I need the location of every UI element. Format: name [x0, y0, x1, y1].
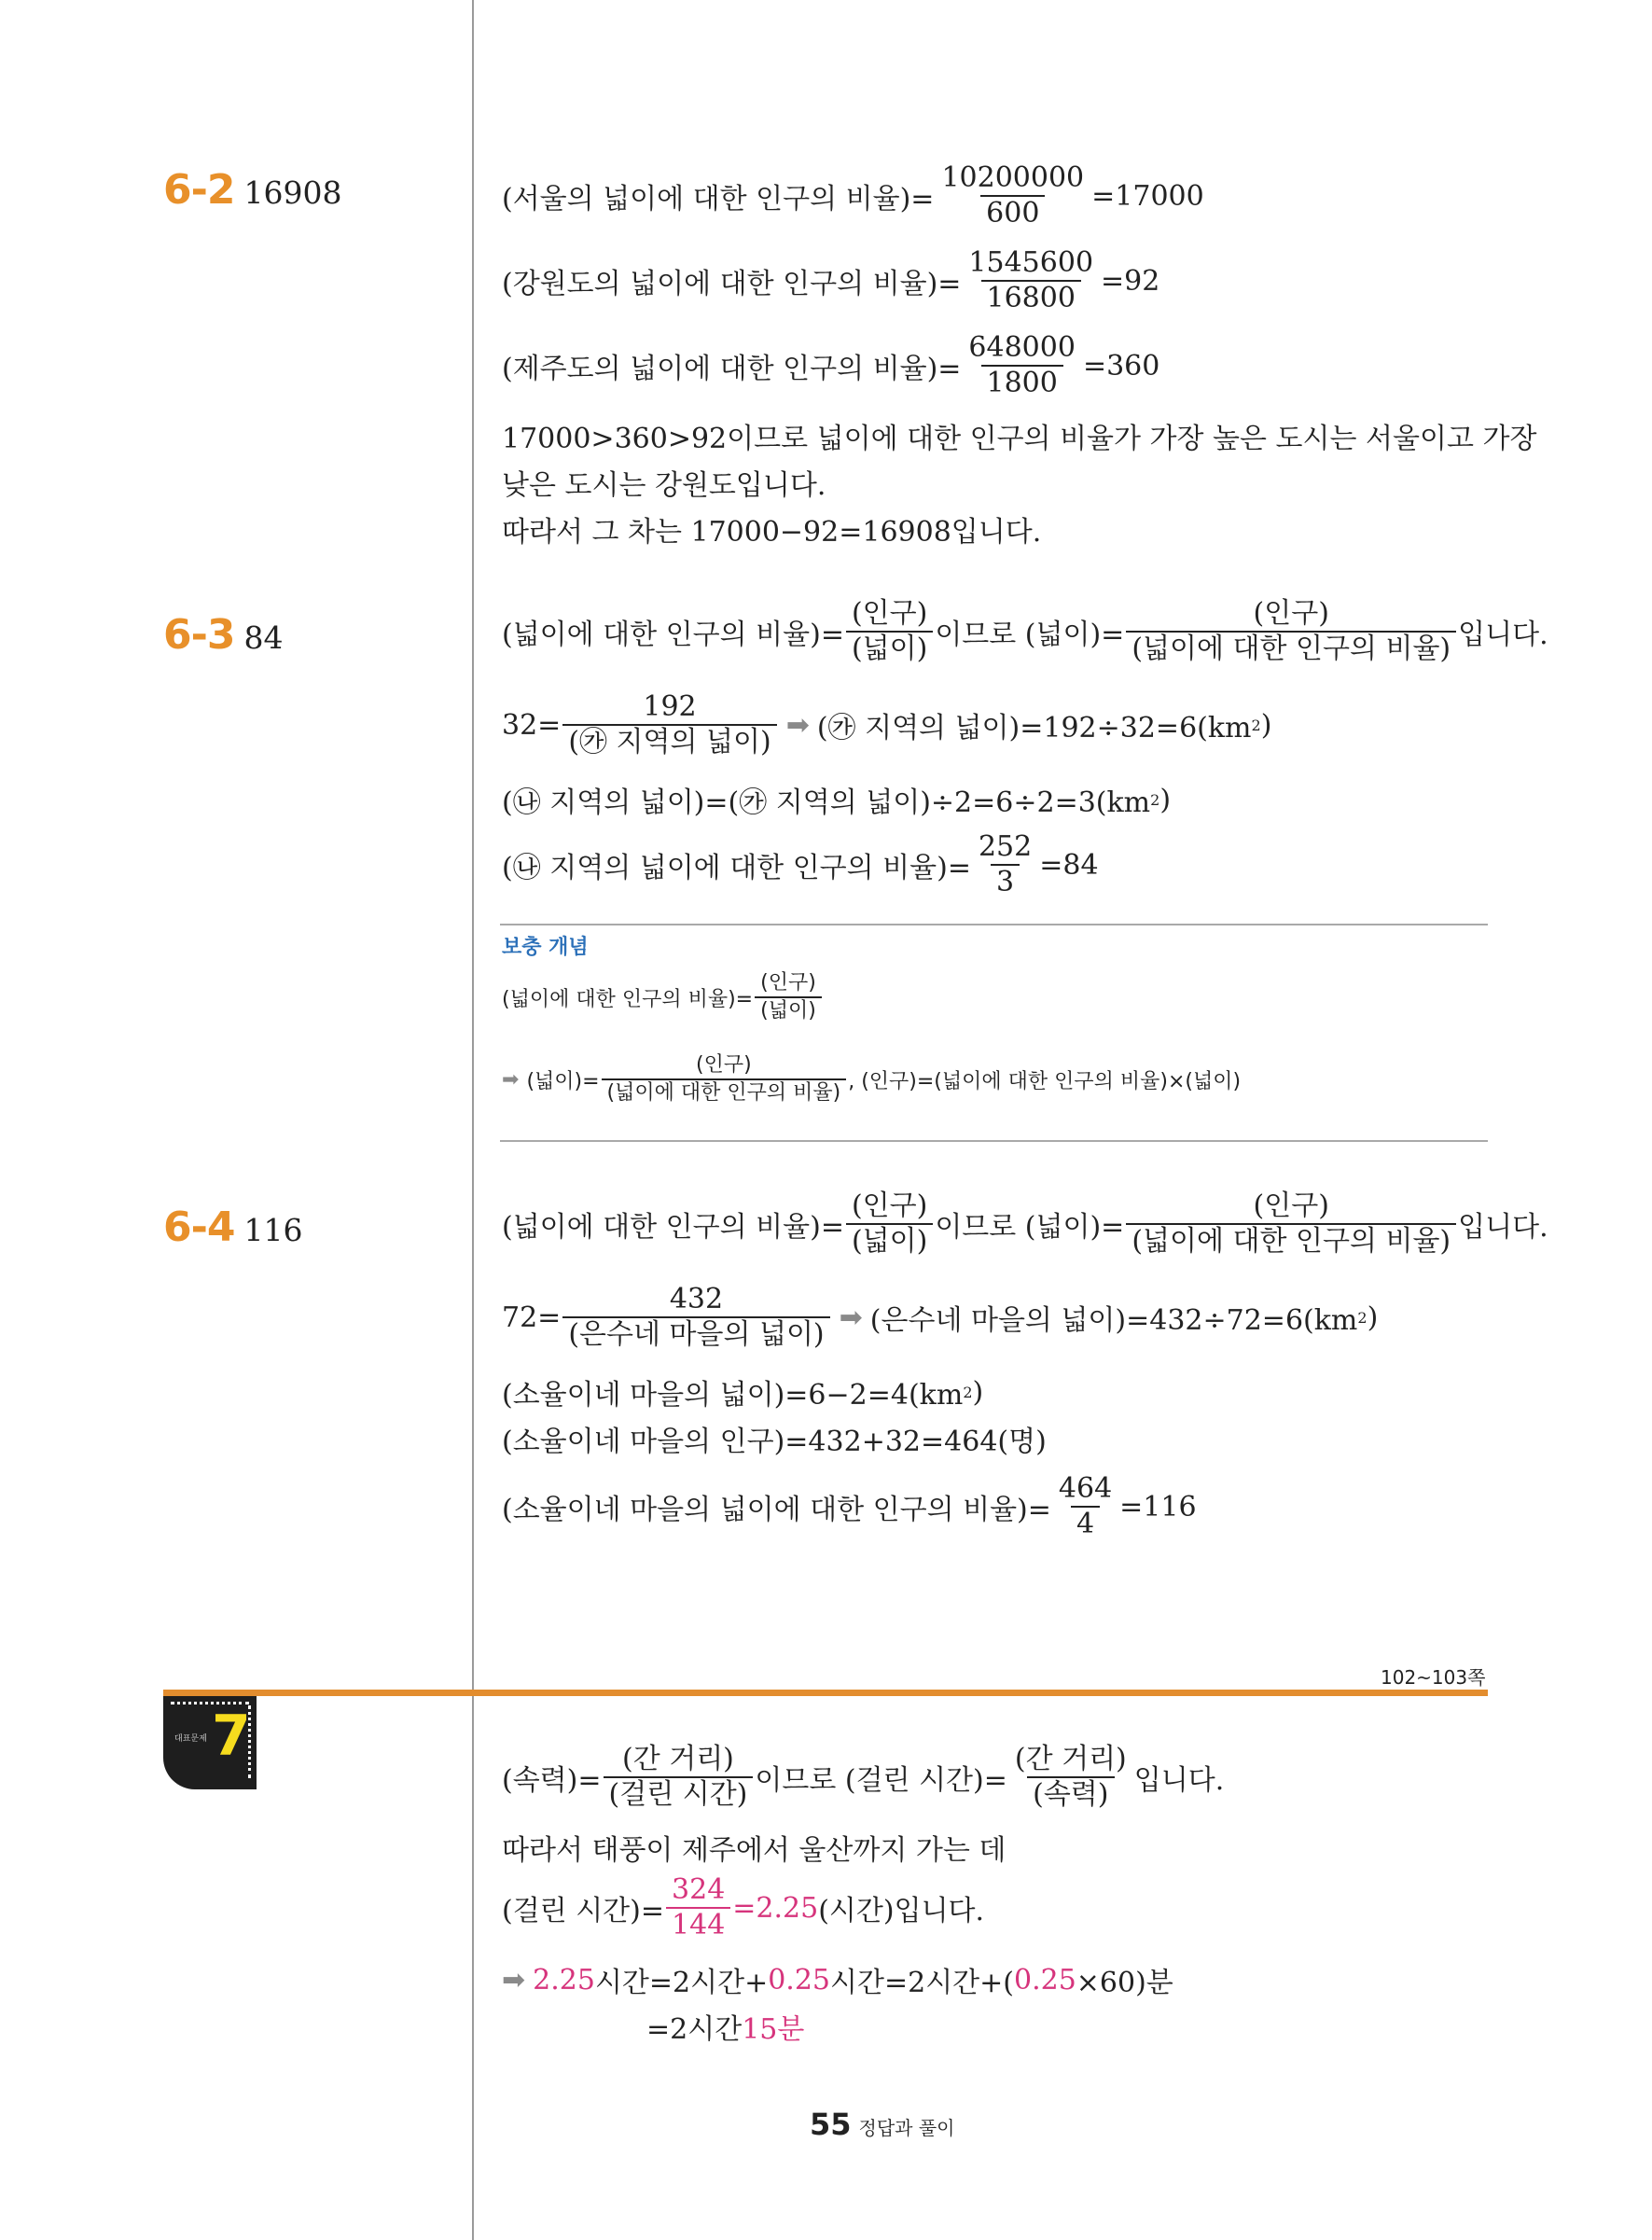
line	[502, 597, 1548, 666]
numerator: 1545600	[968, 246, 1094, 279]
denominator: 3	[991, 864, 1020, 899]
section-divider	[163, 1690, 1488, 1696]
fraction	[846, 1190, 933, 1259]
problem-number: 6-3	[163, 611, 235, 659]
text: =92	[1101, 264, 1160, 298]
fraction	[1126, 1190, 1456, 1259]
denominator: (속력)	[1027, 1776, 1114, 1812]
fraction	[755, 970, 822, 1024]
denominator: 4	[1071, 1506, 1100, 1541]
text: (소율이네 마을의 넓이)=6−2=4(km	[502, 1379, 964, 1412]
explanation-text: 낮은 도시는 강원도입니다.	[502, 469, 826, 502]
text: , (인구)=(넓이에 대한 인구의 비율)×(넓이)	[848, 1069, 1242, 1093]
text: 이므로 (넓이)=	[935, 619, 1125, 651]
numerator: (인구)	[760, 971, 816, 995]
denominator: (넓이)	[755, 996, 822, 1024]
badge-label: 대표문제	[174, 1734, 207, 1744]
denominator: (넓이에 대한 인구의 비율)	[1126, 1223, 1456, 1259]
text: 2.25	[533, 1963, 595, 1997]
text: )	[1367, 1301, 1379, 1334]
text: (강원도의 넓이에 대한 인구의 비율)=	[502, 268, 962, 300]
line	[502, 161, 1204, 230]
line	[502, 1283, 1378, 1352]
fraction	[973, 830, 1037, 899]
numerator: (인구)	[1253, 597, 1329, 630]
numerator: (인구)	[1253, 1190, 1329, 1222]
text: )	[1260, 708, 1272, 742]
numerator: 10200000	[941, 161, 1085, 194]
line	[502, 690, 1271, 759]
text: (시간)입니다.	[818, 1895, 985, 1927]
denominator: (넓이)	[846, 1223, 933, 1259]
text: 이므로 (걸린 시간)=	[755, 1764, 1007, 1797]
superscript: 2	[963, 1383, 973, 1401]
line	[502, 830, 1099, 899]
explanation-text: 따라서 그 차는 17000−92=16908입니다.	[502, 516, 1042, 549]
text: =17000	[1091, 179, 1204, 213]
denominator: (넓이)	[846, 631, 933, 666]
problem-number: 6-4	[163, 1203, 235, 1251]
text: (넓이에 대한 인구의 비율)=	[502, 1211, 844, 1244]
fraction	[1053, 1472, 1118, 1541]
explanation-text: 17000>360>92이므로 넓이에 대한 인구의 비율가 가장 높은 도시는 서울이고 가장	[502, 423, 1537, 455]
text: 0.25	[1014, 1963, 1076, 1997]
divider	[500, 1140, 1488, 1142]
denominator: (넓이에 대한 인구의 비율)	[602, 1078, 847, 1106]
badge-number: 7	[212, 1704, 251, 1769]
text: (은수네 마을의 넓이)=432÷72=6(km	[869, 1304, 1358, 1337]
line	[502, 779, 1171, 820]
text: )	[1159, 783, 1172, 816]
text: 입니다.	[1458, 619, 1548, 651]
text: (넓이에 대한 인구의 비율)=	[502, 619, 844, 651]
numerator: 464	[1058, 1472, 1113, 1505]
text: (㉮ 지역의 넓이)=192÷32=6(km	[816, 712, 1252, 744]
text: (넓이)=	[526, 1069, 600, 1093]
text: 15분	[742, 2013, 805, 2046]
line	[502, 1371, 983, 1412]
divider	[500, 924, 1488, 925]
fraction	[562, 1283, 829, 1352]
line	[502, 1959, 1173, 2000]
text: =2.25	[732, 1891, 819, 1925]
denominator: (넓이에 대한 인구의 비율)	[1126, 631, 1456, 666]
arrow-right-icon: ➡	[502, 1963, 526, 1997]
line	[502, 1873, 984, 1942]
line	[502, 331, 1159, 400]
fraction	[602, 1052, 847, 1106]
arrow-right-icon: ➡	[839, 1301, 863, 1334]
text: 0.25	[768, 1963, 831, 1997]
numerator: (인구)	[851, 597, 928, 630]
text: ×60)분	[1076, 1967, 1173, 1999]
arrow-right-icon: ➡	[785, 708, 810, 742]
problem-number: 6-2	[163, 166, 235, 214]
page-text: 정답과 풀이	[858, 2117, 955, 2139]
denominator: (㉮ 지역의 넓이)	[562, 724, 776, 759]
fraction	[846, 597, 933, 666]
line	[502, 1190, 1548, 1259]
numerator: 324	[672, 1873, 726, 1906]
text: 72=	[502, 1301, 562, 1334]
fraction	[562, 690, 776, 759]
text: 이므로 (넓이)=	[935, 1211, 1125, 1244]
numerator: 432	[669, 1283, 724, 1315]
problem-label-6-4	[163, 1203, 303, 1251]
supplement-line	[502, 1052, 1241, 1106]
numerator: 648000	[968, 331, 1076, 364]
problem-label-6-2	[163, 166, 341, 214]
line: 따라서 태풍이 제주에서 울산까지 가는 데	[502, 1834, 1006, 1867]
text: )	[972, 1375, 984, 1409]
line	[502, 1472, 1197, 1541]
text: =2시간	[646, 2013, 743, 2046]
page-footer	[810, 2107, 955, 2142]
text: (넓이에 대한 인구의 비율)=	[502, 987, 754, 1011]
text: (걸린 시간)=	[502, 1895, 665, 1927]
column-divider	[472, 0, 474, 2240]
numerator: (간 거리)	[622, 1743, 734, 1775]
numerator: (간 거리)	[1014, 1743, 1127, 1775]
text: (㉯ 지역의 넓이)=(㉮ 지역의 넓이)÷2=6÷2=3(km	[502, 786, 1151, 819]
text: 입니다.	[1133, 1764, 1225, 1797]
line	[646, 2006, 804, 2047]
text: =84	[1039, 848, 1099, 882]
denominator: (걸린 시간)	[604, 1776, 754, 1812]
text: (속력)=	[502, 1764, 602, 1797]
fraction	[604, 1743, 754, 1812]
problem-answer: 16908	[243, 174, 342, 211]
fraction	[963, 331, 1081, 400]
denominator: 1800	[981, 365, 1063, 400]
numerator: (인구)	[696, 1053, 752, 1077]
page-reference: 102~103쪽	[1381, 1666, 1486, 1689]
denominator: 600	[980, 195, 1045, 230]
fraction	[936, 161, 1090, 230]
problem-answer: 84	[243, 619, 284, 656]
fraction	[1009, 1743, 1132, 1812]
text: (서울의 넓이에 대한 인구의 비율)=	[502, 183, 935, 216]
superscript: 2	[1150, 790, 1160, 809]
problem-badge-7	[163, 1696, 257, 1789]
numerator: 192	[643, 690, 697, 723]
denominator: 16800	[981, 280, 1081, 315]
arrow-right-icon: ➡	[502, 1067, 520, 1092]
line	[502, 246, 1159, 315]
page-number: 55	[810, 2107, 852, 2142]
fraction	[1126, 597, 1456, 666]
supplement-line	[502, 970, 824, 1024]
text: (㉯ 지역의 넓이에 대한 인구의 비율)=	[502, 852, 971, 884]
fraction	[666, 1873, 730, 1942]
denominator: 144	[666, 1907, 730, 1942]
denominator: (은수네 마을의 넓이)	[562, 1316, 829, 1352]
text: 입니다.	[1458, 1211, 1548, 1244]
line: (소율이네 마을의 인구)=432+32=464(명)	[502, 1426, 1047, 1458]
text: (소율이네 마을의 넓이에 대한 인구의 비율)=	[502, 1494, 1051, 1526]
text: =360	[1082, 349, 1160, 383]
numerator: (인구)	[851, 1190, 928, 1222]
fraction	[963, 246, 1099, 315]
superscript: 2	[1251, 716, 1261, 734]
text: =116	[1119, 1490, 1197, 1523]
problem-answer: 116	[243, 1212, 303, 1248]
text: 시간=2시간+(	[830, 1967, 1014, 1999]
text: (제주도의 넓이에 대한 인구의 비율)=	[502, 353, 962, 385]
supplement-title: 보충 개념	[502, 936, 589, 959]
superscript: 2	[1357, 1308, 1367, 1327]
numerator: 252	[978, 830, 1033, 863]
text: 시간=2시간+	[594, 1967, 769, 1999]
text: 32=	[502, 708, 562, 742]
problem-label-6-3	[163, 611, 284, 659]
line	[502, 1743, 1224, 1812]
